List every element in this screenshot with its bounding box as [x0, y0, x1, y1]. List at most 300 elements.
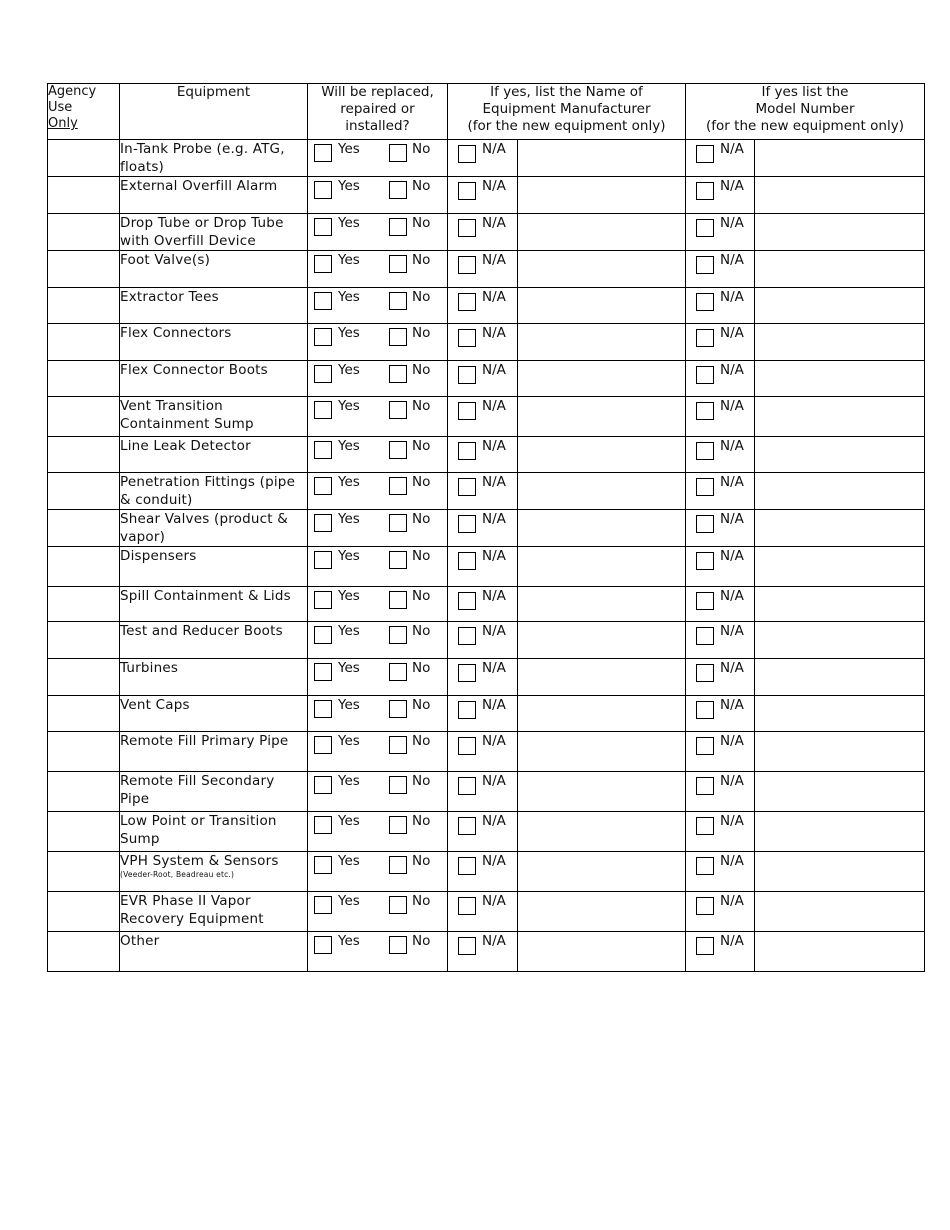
- no-checkbox[interactable]: [389, 218, 407, 236]
- model-na-cell: [686, 932, 755, 972]
- manufacturer-na-checkbox[interactable]: [458, 478, 476, 496]
- table-row: [48, 361, 925, 397]
- agency-use-cell[interactable]: [48, 892, 120, 932]
- no-label: No: [412, 773, 431, 789]
- equipment-name: External Overfill Alarm: [120, 178, 278, 194]
- equipment-name-cell: [120, 140, 308, 177]
- model-na-cell: [686, 324, 755, 361]
- equipment-name-cell: [120, 812, 308, 852]
- model-number-field[interactable]: [755, 214, 925, 251]
- na-label: N/A: [720, 438, 744, 454]
- agency-use-cell[interactable]: [48, 140, 120, 177]
- model-na-cell: [686, 659, 755, 696]
- model-na-checkbox[interactable]: [696, 145, 714, 163]
- manufacturer-na-checkbox[interactable]: [458, 817, 476, 835]
- manufacturer-name-field[interactable]: [518, 397, 686, 437]
- na-label: N/A: [482, 933, 506, 949]
- replaced-cell: [308, 251, 448, 288]
- agency-use-cell[interactable]: [48, 622, 120, 659]
- agency-use-cell[interactable]: [48, 214, 120, 251]
- model-number-field[interactable]: [755, 852, 925, 892]
- equipment-name: Foot Valve(s): [120, 252, 211, 268]
- yes-checkbox[interactable]: [314, 218, 332, 236]
- agency-use-header: Agency Use Only: [48, 84, 120, 140]
- model-na-checkbox[interactable]: [696, 701, 714, 719]
- na-label: N/A: [482, 623, 506, 639]
- yes-checkbox[interactable]: [314, 365, 332, 383]
- equipment-name: Drop Tube or Drop Tube with Overfill Device: [120, 215, 284, 249]
- equipment-note: (Veeder-Root, Beadreau etc.): [120, 870, 235, 879]
- model-na-cell: [686, 547, 755, 587]
- agency-use-cell[interactable]: [48, 251, 120, 288]
- yes-label: Yes: [338, 141, 360, 157]
- no-label: No: [412, 398, 431, 414]
- na-label: N/A: [720, 252, 744, 268]
- model-na-checkbox[interactable]: [696, 256, 714, 274]
- replaced-cell: [308, 397, 448, 437]
- replaced-cell: [308, 659, 448, 696]
- manufacturer-name-field[interactable]: [518, 251, 686, 288]
- manufacturer-name-field[interactable]: [518, 177, 686, 214]
- manufacturer-na-cell: [448, 473, 518, 510]
- manufacturer-na-checkbox[interactable]: [458, 627, 476, 645]
- model-na-checkbox[interactable]: [696, 897, 714, 915]
- model-na-checkbox[interactable]: [696, 592, 714, 610]
- no-checkbox[interactable]: [389, 591, 407, 609]
- yes-checkbox[interactable]: [314, 551, 332, 569]
- manufacturer-na-checkbox[interactable]: [458, 857, 476, 875]
- na-label: N/A: [482, 697, 506, 713]
- yes-label: Yes: [338, 733, 360, 749]
- manufacturer-na-checkbox[interactable]: [458, 329, 476, 347]
- no-checkbox[interactable]: [389, 626, 407, 644]
- equipment-name-cell: [120, 732, 308, 772]
- manufacturer-name-field[interactable]: [518, 214, 686, 251]
- manufacturer-name-field[interactable]: [518, 622, 686, 659]
- no-checkbox[interactable]: [389, 736, 407, 754]
- agency-use-cell[interactable]: [48, 587, 120, 622]
- model-number-field[interactable]: [755, 140, 925, 177]
- manufacturer-na-checkbox[interactable]: [458, 664, 476, 682]
- na-label: N/A: [720, 474, 744, 490]
- manufacturer-name-field[interactable]: [518, 361, 686, 397]
- replaced-cell: [308, 587, 448, 622]
- equipment-name: Vent Transition Containment Sump: [120, 398, 254, 432]
- manufacturer-na-cell: [448, 361, 518, 397]
- manufacturer-na-checkbox[interactable]: [458, 897, 476, 915]
- model-na-checkbox[interactable]: [696, 366, 714, 384]
- na-label: N/A: [720, 773, 744, 789]
- manufacturer-na-cell: [448, 659, 518, 696]
- no-checkbox[interactable]: [389, 365, 407, 383]
- manufacturer-name-field[interactable]: [518, 812, 686, 852]
- manufacturer-name-field[interactable]: [518, 140, 686, 177]
- agency-use-cell[interactable]: [48, 473, 120, 510]
- manufacturer-na-cell: [448, 732, 518, 772]
- na-label: N/A: [482, 660, 506, 676]
- na-label: N/A: [482, 548, 506, 564]
- equipment-name: Remote Fill Primary Pipe: [120, 733, 289, 749]
- model-na-checkbox[interactable]: [696, 219, 714, 237]
- yes-checkbox[interactable]: [314, 255, 332, 273]
- model-na-checkbox[interactable]: [696, 182, 714, 200]
- no-checkbox[interactable]: [389, 856, 407, 874]
- model-na-cell: [686, 251, 755, 288]
- table-row: [48, 397, 925, 437]
- model-na-checkbox[interactable]: [696, 857, 714, 875]
- na-label: N/A: [720, 660, 744, 676]
- model-na-cell: [686, 437, 755, 473]
- table-row: [48, 622, 925, 659]
- na-label: N/A: [482, 588, 506, 604]
- replaced-cell: [308, 214, 448, 251]
- equipment-name: Dispensers: [120, 548, 197, 564]
- yes-checkbox[interactable]: [314, 292, 332, 310]
- manufacturer-na-cell: [448, 892, 518, 932]
- manufacturer-na-checkbox[interactable]: [458, 701, 476, 719]
- manufacturer-na-checkbox[interactable]: [458, 937, 476, 955]
- table-row: [48, 812, 925, 852]
- no-label: No: [412, 623, 431, 639]
- model-na-checkbox[interactable]: [696, 664, 714, 682]
- agency-use-cell[interactable]: [48, 177, 120, 214]
- equipment-name-cell: [120, 892, 308, 932]
- model-na-checkbox[interactable]: [696, 515, 714, 533]
- agency-use-cell[interactable]: [48, 288, 120, 324]
- manufacturer-na-cell: [448, 140, 518, 177]
- yes-label: Yes: [338, 474, 360, 490]
- equipment-name-cell: [120, 587, 308, 622]
- manufacturer-name-field[interactable]: [518, 288, 686, 324]
- na-label: N/A: [720, 178, 744, 194]
- na-label: N/A: [720, 933, 744, 949]
- agency-use-cell[interactable]: [48, 324, 120, 361]
- manufacturer-na-checkbox[interactable]: [458, 256, 476, 274]
- manufacturer-name-field[interactable]: [518, 510, 686, 547]
- model-na-cell: [686, 288, 755, 324]
- replaced-cell: [308, 473, 448, 510]
- model-na-checkbox[interactable]: [696, 737, 714, 755]
- manufacturer-na-checkbox[interactable]: [458, 737, 476, 755]
- no-checkbox[interactable]: [389, 896, 407, 914]
- model-number-field[interactable]: [755, 892, 925, 932]
- no-checkbox[interactable]: [389, 328, 407, 346]
- manufacturer-name-field[interactable]: [518, 892, 686, 932]
- yes-label: Yes: [338, 660, 360, 676]
- na-label: N/A: [720, 325, 744, 341]
- manufacturer-name-field[interactable]: [518, 547, 686, 587]
- manufacturer-name-field[interactable]: [518, 696, 686, 732]
- manufacturer-na-checkbox[interactable]: [458, 182, 476, 200]
- model-na-cell: [686, 397, 755, 437]
- no-checkbox[interactable]: [389, 936, 407, 954]
- yes-checkbox[interactable]: [314, 477, 332, 495]
- yes-label: Yes: [338, 178, 360, 194]
- yes-checkbox[interactable]: [314, 936, 332, 954]
- manufacturer-name-field[interactable]: [518, 852, 686, 892]
- equipment-name: Vent Caps: [120, 697, 190, 713]
- model-number-field[interactable]: [755, 696, 925, 732]
- agency-use-cell[interactable]: [48, 812, 120, 852]
- no-label: No: [412, 813, 431, 829]
- agency-use-cell[interactable]: [48, 659, 120, 696]
- na-label: N/A: [482, 733, 506, 749]
- model-na-cell: [686, 772, 755, 812]
- table-row: [48, 288, 925, 324]
- manufacturer-name-field[interactable]: [518, 324, 686, 361]
- na-label: N/A: [482, 178, 506, 194]
- no-checkbox[interactable]: [389, 292, 407, 310]
- model-number-field[interactable]: [755, 547, 925, 587]
- replaced-cell: [308, 812, 448, 852]
- model-na-checkbox[interactable]: [696, 777, 714, 795]
- yes-checkbox[interactable]: [314, 896, 332, 914]
- yes-checkbox[interactable]: [314, 514, 332, 532]
- no-checkbox[interactable]: [389, 663, 407, 681]
- model-na-checkbox[interactable]: [696, 402, 714, 420]
- equipment-name-cell: [120, 177, 308, 214]
- yes-checkbox[interactable]: [314, 591, 332, 609]
- no-checkbox[interactable]: [389, 144, 407, 162]
- manufacturer-na-checkbox[interactable]: [458, 592, 476, 610]
- equipment-name: Line Leak Detector: [120, 438, 251, 454]
- yes-checkbox[interactable]: [314, 144, 332, 162]
- no-label: No: [412, 853, 431, 869]
- no-label: No: [412, 474, 431, 490]
- no-label: No: [412, 325, 431, 341]
- model-na-checkbox[interactable]: [696, 627, 714, 645]
- model-na-checkbox[interactable]: [696, 329, 714, 347]
- na-label: N/A: [482, 813, 506, 829]
- model-number-field[interactable]: [755, 361, 925, 397]
- agency-use-cell[interactable]: [48, 397, 120, 437]
- no-label: No: [412, 215, 431, 231]
- manufacturer-na-checkbox[interactable]: [458, 402, 476, 420]
- manufacturer-name-field[interactable]: [518, 772, 686, 812]
- na-label: N/A: [482, 289, 506, 305]
- yes-checkbox[interactable]: [314, 816, 332, 834]
- na-label: N/A: [720, 141, 744, 157]
- model-na-checkbox[interactable]: [696, 937, 714, 955]
- yes-checkbox[interactable]: [314, 663, 332, 681]
- yes-checkbox[interactable]: [314, 181, 332, 199]
- yes-label: Yes: [338, 853, 360, 869]
- table-row: [48, 324, 925, 361]
- table-row: [48, 140, 925, 177]
- na-label: N/A: [720, 623, 744, 639]
- no-checkbox[interactable]: [389, 776, 407, 794]
- manufacturer-na-cell: [448, 932, 518, 972]
- na-label: N/A: [720, 588, 744, 604]
- equipment-table: [47, 83, 925, 972]
- no-checkbox[interactable]: [389, 514, 407, 532]
- replaced-cell: [308, 140, 448, 177]
- replaced-cell: [308, 732, 448, 772]
- manufacturer-name-field[interactable]: [518, 659, 686, 696]
- yes-checkbox[interactable]: [314, 401, 332, 419]
- no-checkbox[interactable]: [389, 551, 407, 569]
- agency-use-cell[interactable]: [48, 437, 120, 473]
- equipment-name-cell: [120, 622, 308, 659]
- no-checkbox[interactable]: [389, 816, 407, 834]
- equipment-name-cell: [120, 932, 308, 972]
- agency-use-cell[interactable]: [48, 696, 120, 732]
- no-checkbox[interactable]: [389, 700, 407, 718]
- na-label: N/A: [720, 289, 744, 305]
- equipment-name: Test and Reducer Boots: [120, 623, 283, 639]
- no-checkbox[interactable]: [389, 477, 407, 495]
- yes-label: Yes: [338, 548, 360, 564]
- yes-checkbox[interactable]: [314, 328, 332, 346]
- replaced-cell: [308, 932, 448, 972]
- equipment-name: Penetration Fittings (pipe & conduit): [120, 474, 296, 508]
- model-number-field[interactable]: [755, 932, 925, 972]
- no-label: No: [412, 933, 431, 949]
- na-label: N/A: [482, 398, 506, 414]
- agency-use-cell[interactable]: [48, 852, 120, 892]
- manufacturer-na-cell: [448, 510, 518, 547]
- yes-label: Yes: [338, 588, 360, 604]
- na-label: N/A: [720, 362, 744, 378]
- agency-use-cell[interactable]: [48, 932, 120, 972]
- yes-label: Yes: [338, 289, 360, 305]
- no-checkbox[interactable]: [389, 401, 407, 419]
- model-number-field[interactable]: [755, 324, 925, 361]
- model-na-checkbox[interactable]: [696, 817, 714, 835]
- manufacturer-name-field[interactable]: [518, 587, 686, 622]
- model-number-field[interactable]: [755, 622, 925, 659]
- model-na-checkbox[interactable]: [696, 478, 714, 496]
- yes-checkbox[interactable]: [314, 441, 332, 459]
- no-label: No: [412, 178, 431, 194]
- table-row: [48, 852, 925, 892]
- manufacturer-na-checkbox[interactable]: [458, 777, 476, 795]
- manufacturer-name-field[interactable]: [518, 732, 686, 772]
- equipment-name-cell: [120, 473, 308, 510]
- equipment-name: In-Tank Probe (e.g. ATG, floats): [120, 141, 285, 175]
- replaced-cell: [308, 361, 448, 397]
- equipment-name-cell: [120, 324, 308, 361]
- model-number-field[interactable]: [755, 177, 925, 214]
- manufacturer-name-field[interactable]: [518, 932, 686, 972]
- agency-use-cell[interactable]: [48, 547, 120, 587]
- na-label: N/A: [482, 141, 506, 157]
- manufacturer-name-field[interactable]: [518, 437, 686, 473]
- table-row: [48, 892, 925, 932]
- no-checkbox[interactable]: [389, 441, 407, 459]
- no-checkbox[interactable]: [389, 255, 407, 273]
- manufacturer-na-checkbox[interactable]: [458, 515, 476, 533]
- model-number-field[interactable]: [755, 659, 925, 696]
- manufacturer-na-checkbox[interactable]: [458, 366, 476, 384]
- manufacturer-na-checkbox[interactable]: [458, 442, 476, 460]
- model-number-field[interactable]: [755, 510, 925, 547]
- model-number-field[interactable]: [755, 812, 925, 852]
- manufacturer-na-checkbox[interactable]: [458, 552, 476, 570]
- replaced-cell: [308, 547, 448, 587]
- model-na-checkbox[interactable]: [696, 442, 714, 460]
- manufacturer-na-checkbox[interactable]: [458, 293, 476, 311]
- model-number-field[interactable]: [755, 772, 925, 812]
- replaced-cell: [308, 892, 448, 932]
- equipment-name-cell: [120, 696, 308, 732]
- model-number-field[interactable]: [755, 473, 925, 510]
- table-row: [48, 547, 925, 587]
- yes-checkbox[interactable]: [314, 856, 332, 874]
- manufacturer-na-checkbox[interactable]: [458, 219, 476, 237]
- na-label: N/A: [482, 853, 506, 869]
- replaced-cell: [308, 324, 448, 361]
- yes-label: Yes: [338, 933, 360, 949]
- equipment-header: Equipment: [120, 84, 308, 140]
- equipment-name: Other: [120, 933, 160, 949]
- agency-use-cell[interactable]: [48, 361, 120, 397]
- model-number-field[interactable]: [755, 288, 925, 324]
- model-number-field[interactable]: [755, 587, 925, 622]
- manufacturer-na-cell: [448, 622, 518, 659]
- model-number-field[interactable]: [755, 251, 925, 288]
- agency-use-cell[interactable]: [48, 732, 120, 772]
- yes-label: Yes: [338, 697, 360, 713]
- replaced-cell: [308, 622, 448, 659]
- table-row: [48, 587, 925, 622]
- model-number-header: If yes list the Model Number (for the new equipment only): [686, 84, 925, 140]
- na-label: N/A: [720, 548, 744, 564]
- manufacturer-name-field[interactable]: [518, 473, 686, 510]
- no-label: No: [412, 362, 431, 378]
- equipment-name: Flex Connectors: [120, 325, 232, 341]
- model-na-cell: [686, 696, 755, 732]
- no-checkbox[interactable]: [389, 181, 407, 199]
- yes-checkbox[interactable]: [314, 736, 332, 754]
- no-label: No: [412, 252, 431, 268]
- no-label: No: [412, 893, 431, 909]
- manufacturer-na-cell: [448, 177, 518, 214]
- yes-checkbox[interactable]: [314, 776, 332, 794]
- na-label: N/A: [720, 733, 744, 749]
- model-number-field[interactable]: [755, 732, 925, 772]
- model-number-field[interactable]: [755, 397, 925, 437]
- yes-checkbox[interactable]: [314, 626, 332, 644]
- manufacturer-na-checkbox[interactable]: [458, 145, 476, 163]
- yes-checkbox[interactable]: [314, 700, 332, 718]
- agency-use-cell[interactable]: [48, 510, 120, 547]
- table-row: [48, 214, 925, 251]
- model-number-field[interactable]: [755, 437, 925, 473]
- no-label: No: [412, 548, 431, 564]
- manufacturer-na-cell: [448, 324, 518, 361]
- replaced-cell: [308, 772, 448, 812]
- table-row: [48, 473, 925, 510]
- model-na-checkbox[interactable]: [696, 293, 714, 311]
- na-label: N/A: [482, 215, 506, 231]
- no-label: No: [412, 660, 431, 676]
- table-row: [48, 659, 925, 696]
- table-row: [48, 437, 925, 473]
- model-na-checkbox[interactable]: [696, 552, 714, 570]
- manufacturer-na-cell: [448, 587, 518, 622]
- model-na-cell: [686, 177, 755, 214]
- equipment-name-cell: [120, 397, 308, 437]
- manufacturer-header: If yes, list the Name of Equipment Manufacturer (for the new equipment only): [448, 84, 686, 140]
- equipment-name-cell: [120, 214, 308, 251]
- equipment-name: VPH System & Sensors: [120, 853, 279, 869]
- na-label: N/A: [720, 813, 744, 829]
- agency-use-cell[interactable]: [48, 772, 120, 812]
- yes-label: Yes: [338, 362, 360, 378]
- model-na-cell: [686, 622, 755, 659]
- model-na-cell: [686, 892, 755, 932]
